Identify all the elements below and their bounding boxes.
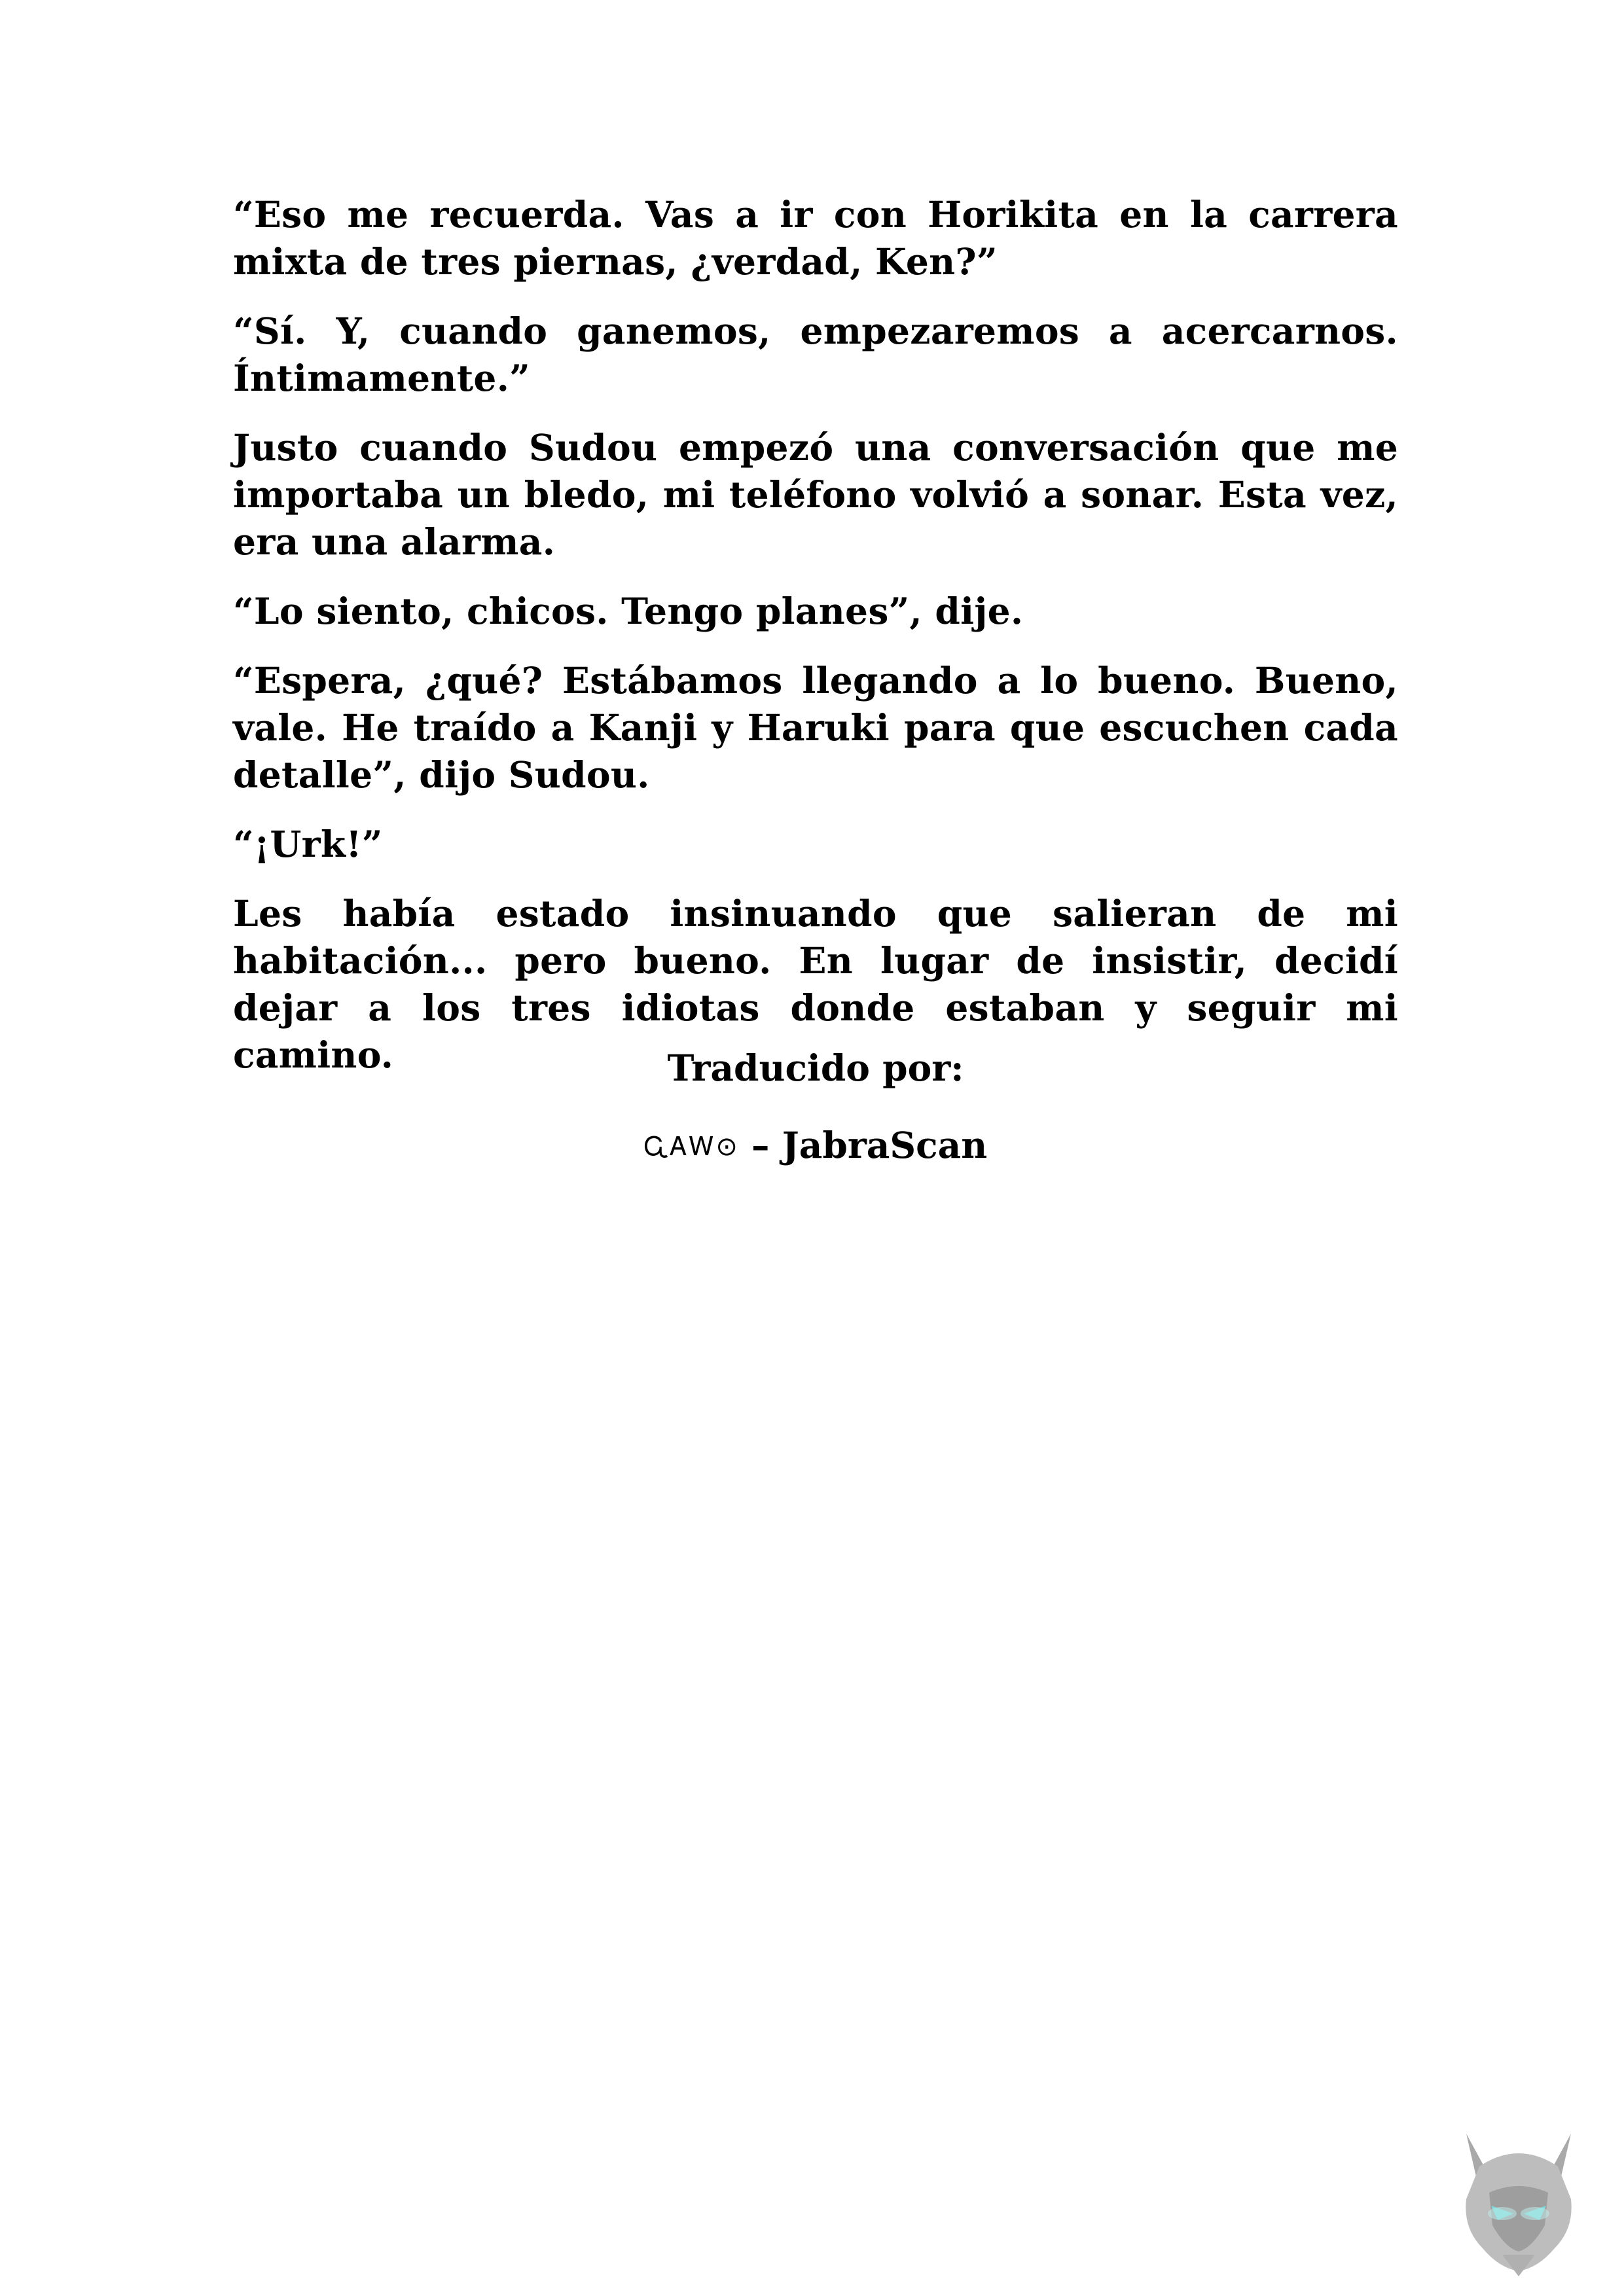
translator-name: ᏩᎪᎳ⊙ [643,1132,739,1162]
scan-group-name: JabraScan [782,1124,988,1166]
paragraph-7: Les había estado insinuando que salieran de mi habitación... pero bueno. En lugar de insistir, decidí dejar a los tres idiotas donde estaban y seguir mi camino. [233,892,1398,1076]
demon-mascot-icon [1440,2114,1597,2278]
paragraph-2: “Sí. Y, cuando ganemos, empezaremos a acercarnos. Íntimamente.” [233,310,1398,399]
paragraph-6: “¡Urk!” [233,823,383,865]
watermark-logo [1440,2114,1597,2278]
paragraph-4: “Lo siento, chicos. Tengo planes”, dije. [233,590,1024,632]
paragraph-3: Justo cuando Sudou empezó una conversación que me importaba un bledo, mi teléfono volvió a sonar. Esta vez, era una alarma. [233,426,1398,563]
body-text [233,191,1398,1101]
credits-names [233,1122,1398,1170]
credits-separator: – [738,1124,782,1166]
paragraph-1: “Eso me recuerda. Vas a ir con Horikita en la carrera mixta de tres piernas, ¿verdad, Ken?” [233,193,1398,283]
translation-credits [233,1045,1398,1200]
credits-heading: Traducido por: [667,1047,964,1089]
paragraph-5: “Espera, ¿qué? Estábamos llegando a lo bueno. Bueno, vale. He traído a Kanji y Haruki para que escuchen cada detalle”, dijo Sudou. [233,659,1398,796]
